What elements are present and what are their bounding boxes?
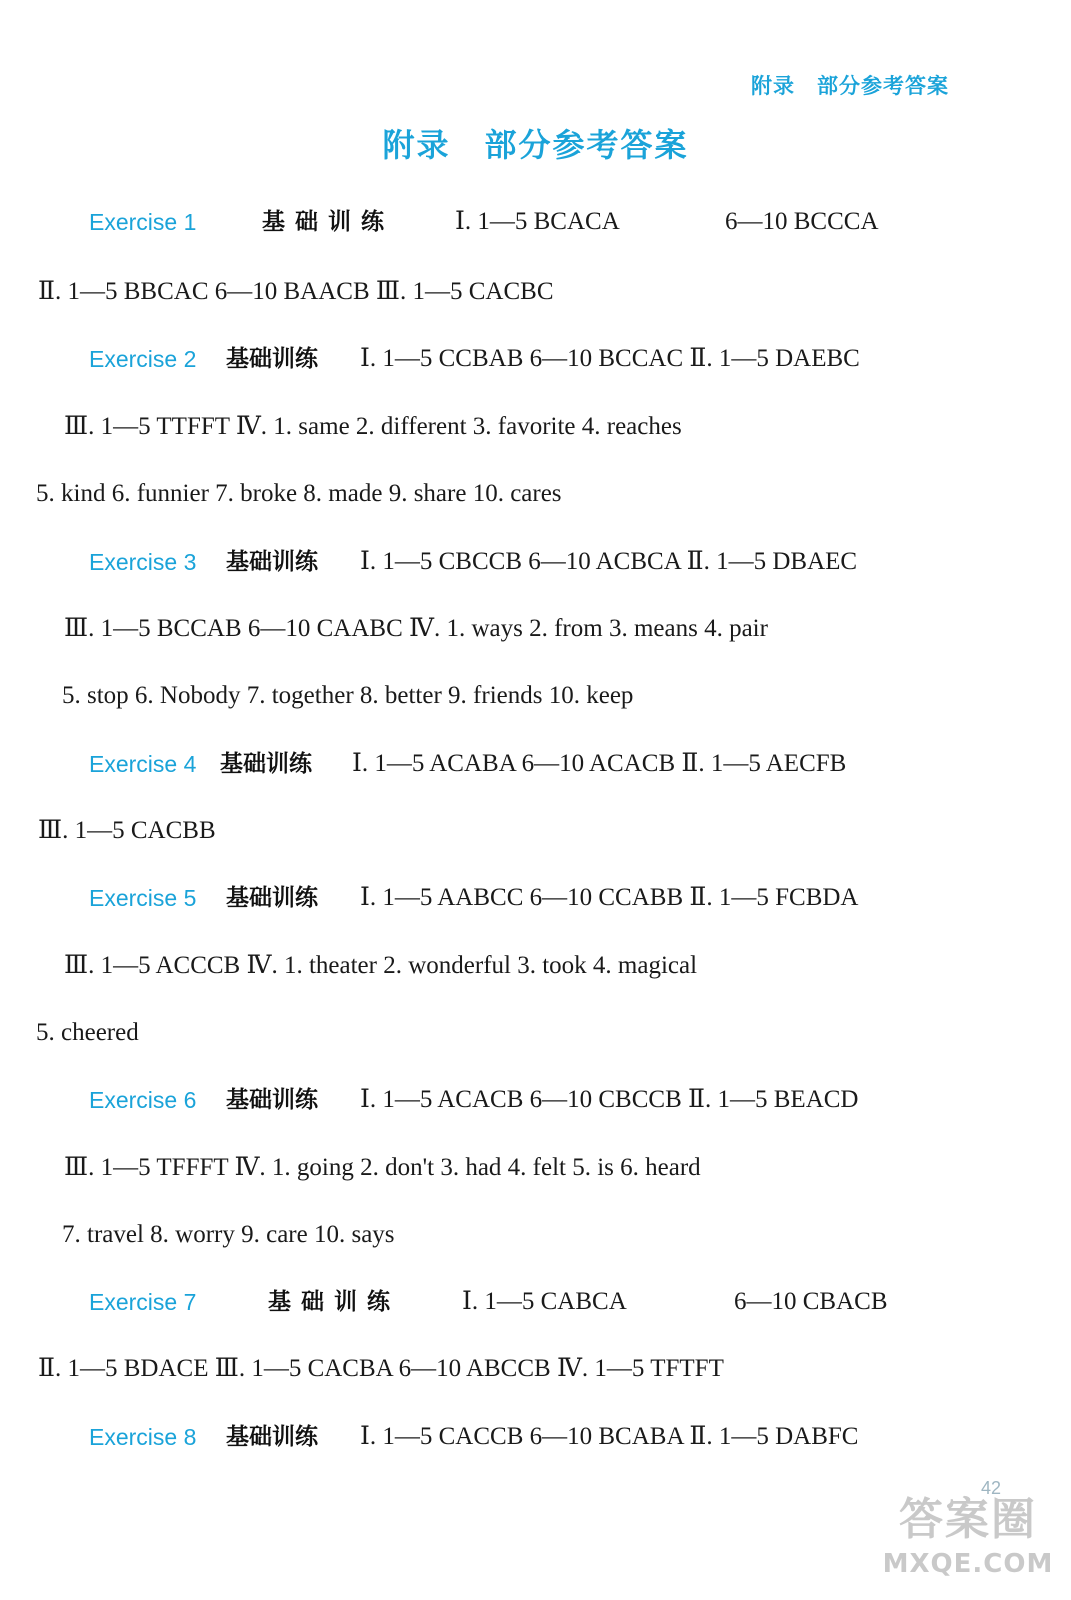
answer-text: Ⅱ. 1—5 BBCAC 6—10 BAACB Ⅲ. 1—5 CACBC (38, 278, 554, 305)
answer-line (0, 742, 1071, 786)
answer-text: 5. stop 6. Nobody 7. together 8. better 9. friends 10. keep (62, 682, 634, 709)
page-title-answers: 部分参考答案 (484, 126, 689, 164)
section-label: 基础训练 (262, 209, 394, 235)
answer-line (0, 200, 1071, 244)
running-header-section: 附录 (751, 74, 795, 98)
answer-text: 6—10 BCCCA (725, 208, 879, 235)
answer-line (0, 1011, 1071, 1055)
answer-text: Ⅰ. 1—5 CCBAB 6—10 BCCAC Ⅱ. 1—5 DAEBC (360, 345, 860, 372)
page-number: 42 (980, 1478, 1001, 1498)
exercise-label: Exercise 4 (89, 751, 197, 777)
section-label: 基础训练 (226, 885, 318, 911)
answer-text: Ⅰ. 1—5 ACACB 6—10 CBCCB Ⅱ. 1—5 BEACD (360, 1086, 859, 1113)
section-label: 基础训练 (226, 1087, 318, 1113)
exercise-label: Exercise 6 (89, 1087, 197, 1113)
answer-text: Ⅰ. 1—5 BCACA (455, 208, 620, 235)
answer-line (0, 1415, 1071, 1459)
answer-line (0, 1146, 1071, 1190)
exercise-label: Exercise 2 (89, 346, 197, 372)
answer-line (0, 472, 1071, 516)
answer-line (0, 270, 1071, 314)
answer-text: Ⅲ. 1—5 TTFFT Ⅳ. 1. same 2. different 3. favorite 4. reaches (64, 413, 682, 440)
answer-line (0, 944, 1071, 988)
answer-text: Ⅰ. 1—5 CABCA (462, 1288, 627, 1315)
watermark (873, 1494, 1063, 1594)
answer-line (0, 1347, 1071, 1391)
exercise-label: Exercise 3 (89, 549, 197, 575)
running-header (751, 70, 949, 100)
answer-text: Ⅰ. 1—5 ACABA 6—10 ACACB Ⅱ. 1—5 AECFB (352, 750, 847, 777)
answer-line (0, 540, 1071, 584)
answer-text: Ⅲ. 1—5 BCCAB 6—10 CAABC Ⅳ. 1. ways 2. from 3. means 4. pair (64, 615, 768, 642)
answer-text: 6—10 CBACB (734, 1288, 888, 1315)
running-header-title: 部分参考答案 (817, 74, 949, 98)
section-label: 基础训练 (226, 549, 318, 575)
answer-text: Ⅰ. 1—5 AABCC 6—10 CCABB Ⅱ. 1—5 FCBDA (360, 884, 859, 911)
answer-text: 5. cheered (36, 1019, 139, 1046)
section-label: 基础训练 (226, 346, 318, 372)
watermark-url: MXQE.COM (882, 1549, 1054, 1579)
answer-text: Ⅲ. 1—5 CACBB (38, 817, 216, 844)
exercise-label: Exercise 8 (89, 1424, 197, 1450)
answer-line (0, 876, 1071, 920)
exercise-label: Exercise 1 (89, 209, 197, 235)
answer-line (0, 1280, 1071, 1324)
watermark-logo: 答案圈 (899, 1494, 1037, 1545)
exercise-label: Exercise 7 (89, 1289, 197, 1315)
answer-text: Ⅲ. 1—5 TFFFT Ⅳ. 1. going 2. don't 3. had 4. felt 5. is 6. heard (64, 1154, 701, 1181)
section-label: 基础训练 (268, 1289, 400, 1315)
answer-text: 5. kind 6. funnier 7. broke 8. made 9. share 10. cares (36, 480, 562, 507)
answer-line (0, 405, 1071, 449)
section-label: 基础训练 (226, 1424, 318, 1450)
answer-text: 7. travel 8. worry 9. care 10. says (62, 1221, 395, 1248)
answer-line (0, 337, 1071, 381)
section-label: 基础训练 (220, 751, 312, 777)
page-title (0, 120, 1071, 166)
answer-text: Ⅲ. 1—5 ACCCB Ⅳ. 1. theater 2. wonderful 3. took 4. magical (64, 952, 698, 979)
answer-text: Ⅱ. 1—5 BDACE Ⅲ. 1—5 CACBA 6—10 ABCCB Ⅳ. 1—5 TFTFT (38, 1355, 724, 1382)
answer-text: Ⅰ. 1—5 CBCCB 6—10 ACBCA Ⅱ. 1—5 DBAEC (360, 548, 858, 575)
answer-line (0, 1213, 1071, 1257)
exercise-label: Exercise 5 (89, 885, 197, 911)
answer-line (0, 607, 1071, 651)
answer-text: Ⅰ. 1—5 CACCB 6—10 BCABA Ⅱ. 1—5 DABFC (360, 1423, 859, 1450)
page-title-appendix: 附录 (382, 126, 451, 164)
answer-line (0, 1078, 1071, 1122)
answer-line (0, 674, 1071, 718)
answer-line (0, 809, 1071, 853)
